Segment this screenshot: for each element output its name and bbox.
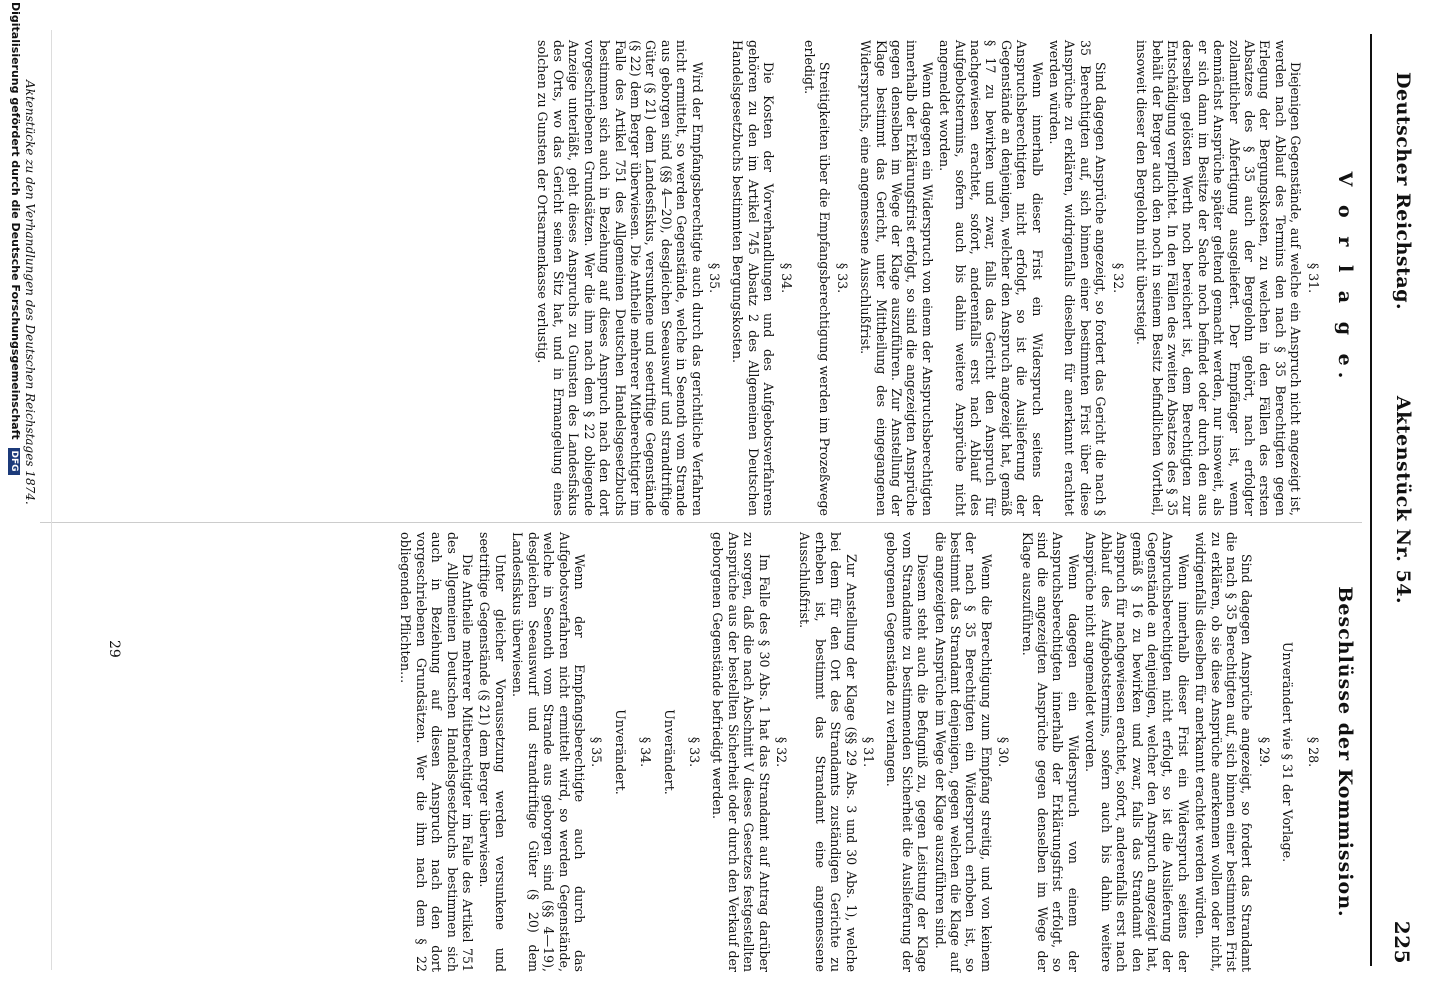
paragraph: Sind dagegen Ansprüche angezeigt, so fordert das Gericht die nach § 35 Berechtigten auf, sich binnen einer bestimmten Frist über diese Ansprüche zu erklären, widrigenfalls dieselben für anerkannt erachtet werden würden. [1047, 40, 1109, 516]
paragraph: Wenn dagegen ein Widerspruch von einem der Anspruchsberechtigten innerhalb der Erklärungsfrist erfolgt, so sind die angezeigten Ansprüche gegen denselben im Wege der Klage auszuführen. Zur Anstellung der Klage bestimmt das Gericht, unter Mittheilung des eingegangenen Widerspruchs, eine angemessene Ausschlußfrist. [858, 40, 935, 516]
paragraph: Wird der Empfangsberechtigte auch durch das gerichtliche Verfahren nicht ermittelt, so werden Gegenstände, welche in Seenoth vom Strande aus geborgen sind (§§ 4—20), desgleichen Seeauswurf und strandtriftige Güter (§ 21) dem Landesfiskus, versunkene und seetriftige Gegenstände (§ 22) dem Berger überwiesen. Die Antheile mehrerer Mitberechtigter im Falle des Artikel 751 des Allgemeinen Deutschen Handelsgesetzbuchs bestimmen sich auch in Beziehung auf dieses Anspruch nach den dort vorgeschriebenen Grundsätzen. Wer die ihm nach dem § 22 obliegende Anzeige unterläßt, geht dieses Anspruchs zu Gunsten des Landesfiskus des Orts, wo das Gericht seinen Sitz hat, und in Ermangelung eines solchen zu Gunsten der Ortsarmenkasse verlustig. [535, 40, 705, 516]
section-heading: § 33. [686, 736, 702, 768]
header-rule [1370, 34, 1372, 966]
paragraph: Wenn dagegen ein Widerspruch von einem der Anspruchsberechtigten innerhalb der Erklärungsfrist erfolgt, so sind die angezeigten Ansprüche gegen denselben im Wege der Klage auszuführen. [1019, 532, 1081, 972]
column-divider [40, 522, 1362, 523]
section-heading: § 31. [1305, 262, 1321, 294]
paragraph: Unverändert. [661, 709, 677, 795]
section-heading: § 33. [834, 262, 850, 294]
paragraph: Wenn innerhalb dieser Frist ein Widerspruch seitens der Anspruchsberechtigten nicht erfolgt, so ist die Auslieferung der Gegenstände an denjenigen, welcher den Anspruch angezeigt hat, gemäß § 17 zu bewirken und zwar, falls das Gericht den Anspruch für nachgewiesen erachtet, sofort, anderenfalls erst nach Ablauf des Aufgebotstermins, sofern auch bis dahin weitere Ansprüche nicht angemeldet worden. [937, 40, 1045, 516]
section-heading: § 31. [861, 736, 877, 768]
paragraph: Streitigkeiten über die Empfangsberechtigung werden im Prozeßwege erledigt. [802, 40, 833, 516]
section-heading: § 34. [778, 262, 794, 294]
paragraph: Unverändert wie § 31 der Vorlage. [1280, 641, 1296, 863]
section-heading: § 34. [638, 736, 654, 768]
section-heading: § 35. [589, 736, 605, 768]
paragraph: Diejenigen Gegenstände, auf welche ein Anspruch nicht angezeigt ist, werden nach Ablauf des Termins den nach § 35 Berechtigten gegen Erlegung der Bergungskosten, zu welchen in den Fällen des ersten Absatzes des § 35 auch der Bergelohn gehört, nach erfolgter zollamtlicher Abfertigung ausgeliefert. Der Empfänger ist, wenn demnächst Ansprüche später geltend gemacht werden, nur insoweit, als er sich dann im Besitze der Sache noch befindet oder durch den aus derselben gelösten Werth noch bereichert ist, dem Berechtigten zur Entschädigung verpflichtet. In den Fällen des zweiten Absatzes des § 35 behält der Berger auch den noch in seinem Besitz befindlichen Vortheil, insoweit dieser den Bergelohn nicht übersteigt. [1134, 40, 1304, 516]
right-column-body [398, 532, 1321, 972]
paragraph: Unverändert. [612, 709, 628, 795]
left-column-body [535, 40, 1321, 516]
digitization-credit [8, 2, 22, 982]
journal-header: Deutscher Reichstag. [1392, 72, 1414, 311]
paragraph: Die Kosten der Vorverhandlungen und des Aufgebotsverfahrens gehören zu den im Artikel 745 Absatz 2 des Allgemeinen Deutschen Handelsgesetzbuchs bestimmten Bergungskosten. [730, 40, 777, 516]
section-heading: § 32. [774, 736, 789, 768]
page-number-bottom: 29 [106, 640, 122, 658]
digitization-note: Digitalisierung gefördert durch die Deutsche Forschungsgemeinschaft [9, 2, 22, 440]
left-column-title: V o r l a g e. [1334, 171, 1356, 385]
paragraph: Wenn der Empfangsberechtigte auch durch das Aufgebotsverfahren nicht ermittelt wird, so werden Gegenstände, welche in Seenoth vom Strande aus geborgen sind (§§ 4—19), desgleichen Seeauswurf und strandtriftige Güter (§ 20) dem Landesfiskus überwiesen. [510, 532, 587, 972]
paragraph: Zur Anstellung der Klage (§§ 29 Abs. 3 und 30 Abs. 1), welche bei dem für den Ort des Strandamts zuständigen Gerichte zu erheben ist, bestimmt das Strandamt eine angemessene Ausschlußfrist. [797, 532, 859, 972]
paragraph: Sind dagegen Ansprüche angezeigt, so fordert das Strandamt die nach § 35 Berechtigten auf, sich binnen einer bestimmten Frist zu erklären, ob sie diese Ansprüche anerkennen wollen oder nicht, widrigenfalls dieselben für anerkannt erachtet werden würden. [1193, 532, 1255, 972]
right-column-beschluesse [396, 532, 1360, 972]
section-heading: § 28. [1305, 736, 1321, 768]
document-header: Aktenstück Nr. 54. [1392, 395, 1414, 605]
page-footer: Aktenstücke zu den Verhandlungen des Deutschen Reichstages 1874. [23, 80, 37, 505]
fold-line [51, 30, 52, 970]
paragraph: Diesem steht auch die Befugniß zu, gegen Leistung der Klage vom Strandamte zu bestimmenden Sicherheit die Auslieferung der geborgenen Gegenstände zu verlangen. [884, 532, 931, 972]
paragraph: Unter gleicher Voraussetzung werden versunkene und seetriftige Gegenstände (§ 21) dem Berger überwiesen. [477, 532, 508, 972]
section-heading: § 29. [1256, 736, 1272, 768]
dfg-logo: DFG [8, 448, 20, 475]
section-heading: § 35. [706, 262, 722, 294]
page-number-top: 225 [1390, 920, 1414, 964]
section-heading: § 30. [996, 736, 1012, 768]
paragraph: Im Falle des § 30 Abs. 1 hat das Strandamt auf Antrag darüber zu sorgen, daß die nach Abschnitt V dieses Gesetzes festgestellten Ansprüche aus der bestellten Sicherheit oder durch den Verkauf der geborgenen Gegenstände befriedigt werden. [710, 532, 772, 972]
paragraph: Wenn innerhalb dieser Frist ein Widerspruch seitens der Anspruchsberechtigten nicht erfolgt, so ist die Auslieferung der Gegenstände an denjenigen, welcher den Anspruch angezeigt hat, gemäß § 16 zu bewirken und zwar, falls das Strandamt den Anspruch für nachgewiesen erachtet, sofort, anderenfalls erst nach Ablauf des Aufgebotstermins, sofern auch bis dahin weitere Ansprüche nicht angemeldet worden. [1083, 532, 1191, 972]
section-heading: § 32. [1110, 262, 1126, 294]
paragraph: Die Antheile mehrerer Mitberechtigter im Falle des Artikel 751 des Allgemeinen Deutschen Handelsgesetzbuchs bestimmen sich auch in Beziehung auf diesen Anspruch nach den dort vorgeschriebenen Grundsätzen. Wer die ihm nach dem § 22 obliegenden Pflichten... [398, 532, 476, 972]
paragraph: Wenn die Berechtigung zum Empfang streitig, und von keinem der nach § 35 Berechtigten ein Widerspruch erhoben ist, so bestimmt das Strandamt denjenigen, gegen welchen die Klage auf die angezeigten Ansprüche im Wege der Klage auszuführen sind. [932, 532, 994, 972]
left-column-vorlage [533, 40, 1360, 516]
right-column-title: Beschlüsse der Kommission. [1334, 586, 1356, 918]
